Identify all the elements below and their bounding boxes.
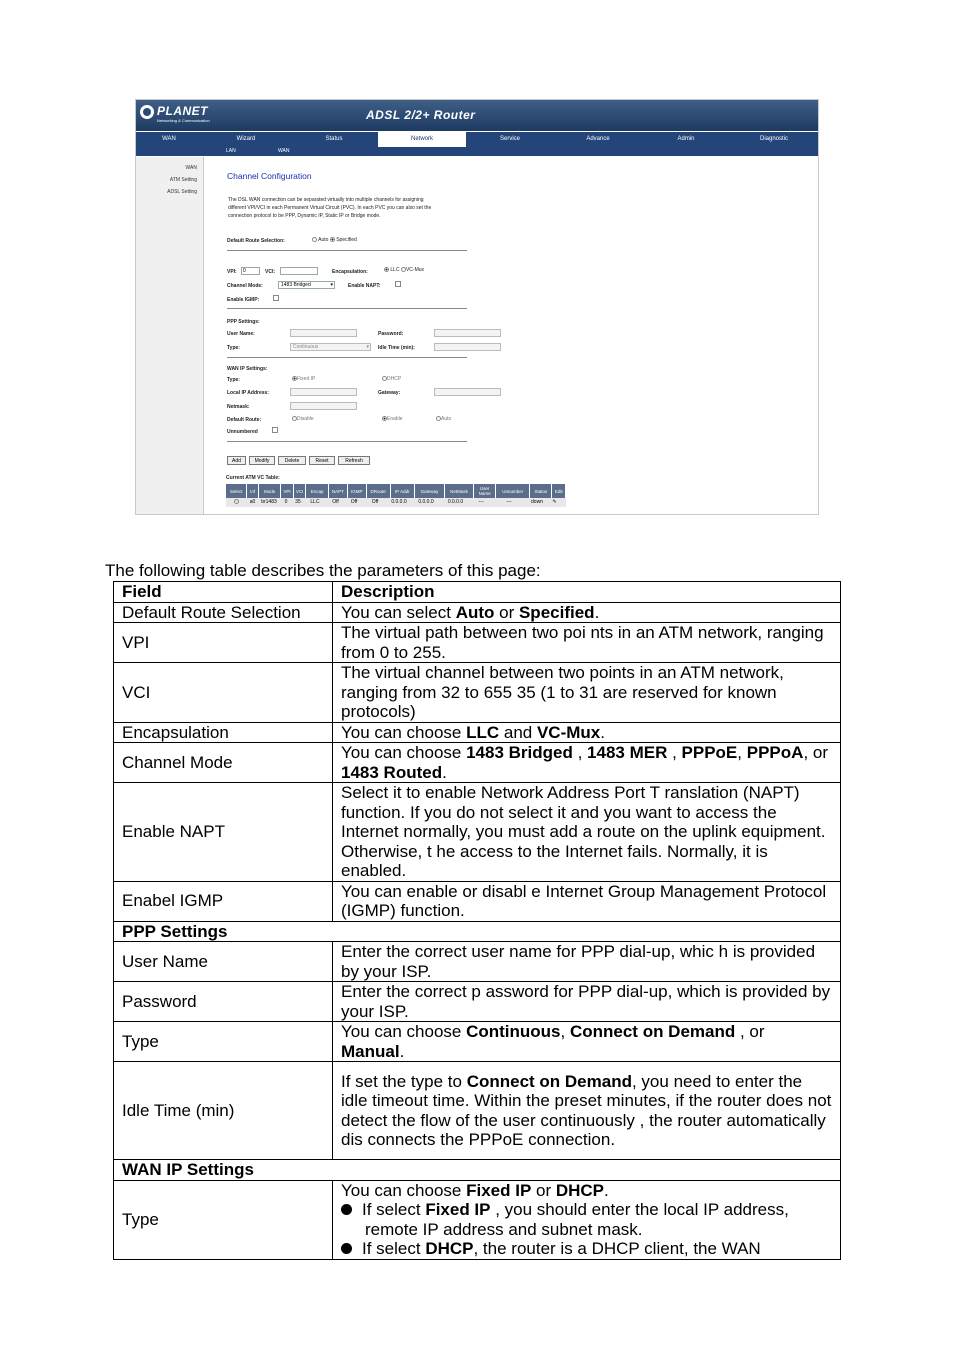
- vc-cell: LLC: [310, 499, 320, 505]
- section-row: [114, 1160, 841, 1181]
- description-cell: You can choose LLC and VC-Mux.: [333, 722, 841, 743]
- vc-header-cell: Edit: [552, 484, 566, 498]
- reset-button[interactable]: Reset: [309, 456, 335, 465]
- vc-cell: br1483: [261, 499, 277, 505]
- radio-specified[interactable]: [330, 237, 335, 242]
- table-row: [114, 942, 841, 982]
- header-description: Description: [333, 582, 841, 603]
- divider: [227, 357, 467, 358]
- vc-cell: ---: [506, 499, 512, 505]
- route-disable-option: [292, 416, 314, 422]
- table-header-row: [114, 582, 841, 603]
- divider: [227, 250, 467, 251]
- logo-tagline: Networking & Communication: [157, 118, 210, 123]
- chevron-down-icon: ▾: [330, 282, 333, 288]
- description-cell: You can choose 1483 Bridged , 1483 MER , PPPoE, PPPoA, or 1483 Routed.: [333, 743, 841, 783]
- vc-header-cell: Mode: [259, 484, 281, 498]
- field-cell: Type: [114, 1022, 333, 1062]
- description-cell: You can enable or disabl e Internet Group Management Protocol (IGMP) function.: [333, 881, 841, 921]
- vc-cell: 0: [284, 499, 288, 505]
- field-cell: Idle Time (min): [114, 1062, 333, 1160]
- enable-napt-label: Enable NAPT:: [348, 283, 381, 289]
- encapsulation-label: Encapsulation:: [332, 269, 368, 275]
- bullet-item: If select DHCP, the router is a DHCP client, the WAN: [341, 1239, 832, 1259]
- user-name-label: User Name:: [227, 331, 255, 337]
- router-banner: [136, 100, 818, 131]
- table-row: [114, 722, 841, 743]
- nav-diagnostic[interactable]: Diagnostic: [759, 136, 788, 142]
- ppp-settings-label: PPP Settings:: [227, 319, 260, 325]
- wan-dhcp-option: [382, 376, 401, 382]
- vc-table: [226, 484, 566, 507]
- field-cell: Channel Mode: [114, 743, 333, 783]
- router-screenshot: [135, 99, 819, 515]
- user-name-input[interactable]: [290, 329, 357, 337]
- sidebar-item-atm-setting[interactable]: ATM Setting: [169, 177, 197, 183]
- field-cell: Encapsulation: [114, 722, 333, 743]
- section-wan-ip-settings: WAN IP Settings: [114, 1160, 841, 1181]
- product-name: ADSL 2/2+ Router: [366, 108, 476, 122]
- parameters-table: [113, 581, 841, 1260]
- divider: [227, 441, 467, 442]
- vc-header-cell: NetMask: [445, 484, 474, 498]
- channel-mode-select[interactable]: [278, 281, 335, 289]
- table-row: [114, 1022, 841, 1062]
- nav-advance[interactable]: Advance: [586, 136, 610, 142]
- vc-header-cell: Status: [530, 484, 552, 498]
- vc-header-cell: NAPT: [329, 484, 348, 498]
- section-ppp-settings: PPP Settings: [114, 921, 841, 942]
- netmask-input[interactable]: [290, 402, 357, 410]
- intro-text: The following table describes the parameters of this page:: [105, 561, 541, 580]
- description-line: different VPI/VCI in each Permanent Virtual Circuit (PVC). In each PVC you can also set the: [228, 205, 432, 211]
- description-line: connection protocol to be PPP, Dynamic IP, Static IP or Bridge mode.: [228, 213, 381, 219]
- gateway-label: Gateway:: [378, 390, 401, 396]
- wan-ip-settings-label: WAN IP Settings:: [227, 366, 268, 372]
- add-button[interactable]: Add: [227, 456, 246, 465]
- field-cell: Default Route Selection: [114, 602, 333, 623]
- nav-network[interactable]: Network: [378, 132, 466, 147]
- radio-auto[interactable]: [312, 237, 317, 242]
- radio-vcmux-label: VC-Mux: [405, 267, 425, 273]
- radio-auto-label: Auto: [318, 237, 329, 243]
- vc-cell: [226, 498, 247, 507]
- vpi-input[interactable]: 0: [241, 267, 260, 275]
- field-cell: VPI: [114, 623, 333, 663]
- modify-button[interactable]: Modify: [249, 456, 275, 465]
- password-input[interactable]: [434, 329, 501, 337]
- description-cell: Enter the correct p assword for PPP dial-up, which is provided by your ISP.: [333, 982, 841, 1022]
- wan-fixed-ip-option: [292, 376, 315, 382]
- vci-label: VCI:: [265, 269, 275, 275]
- vc-cell: Off: [371, 499, 379, 505]
- vpi-label: VPI:: [227, 269, 237, 275]
- description-line: The DSL WAN connection can be separated virtually into multiple channels for assigning: [228, 197, 424, 203]
- nav-wizard[interactable]: Wizard: [236, 136, 256, 142]
- enable-igmp-label: Enable IGMP:: [227, 297, 260, 303]
- route-enable-option: [382, 416, 403, 422]
- vc-table-header: [226, 484, 566, 498]
- delete-button[interactable]: Delete: [278, 456, 306, 465]
- channel-mode-value: 1483 Bridged: [281, 282, 311, 288]
- bullet-icon: [341, 1243, 352, 1254]
- vc-cell: 0.0.0.0: [418, 499, 434, 505]
- radio-route-auto-label: Auto: [441, 416, 452, 422]
- subnav-lan[interactable]: LAN: [226, 148, 236, 154]
- table-row: [114, 743, 841, 783]
- vc-header-cell: Gateway: [415, 484, 445, 498]
- nav-service[interactable]: Service: [499, 136, 520, 142]
- description-cell: Enter the correct user name for PPP dial-up, whic h is provided by your ISP.: [333, 942, 841, 982]
- encapsulation-options: [384, 267, 424, 273]
- idle-time-input[interactable]: [434, 343, 501, 351]
- bullet-item: If select Fixed IP , you should enter the local IP address, remote IP address and subnet mask.: [341, 1200, 832, 1239]
- default-route2-label: Default Route:: [227, 417, 262, 423]
- channel-mode-label: Channel Mode:: [227, 283, 263, 289]
- idle-time-label: Idle Time (min):: [378, 345, 415, 351]
- default-route-label: Default Route Selection:: [227, 238, 285, 244]
- vc-cell: a0: [249, 499, 256, 505]
- table-row: [114, 1180, 841, 1259]
- table-row: [114, 623, 841, 663]
- page-title: Channel Configuration: [227, 171, 312, 181]
- ppp-type-label: Type:: [227, 345, 240, 351]
- field-cell: Type: [114, 1180, 333, 1259]
- vc-header-cell: IP Addr: [391, 484, 415, 498]
- enable-napt-checkbox[interactable]: [395, 281, 401, 287]
- vci-input[interactable]: [280, 267, 318, 275]
- radio-llc-label: LLC: [390, 267, 400, 273]
- field-cell: User Name: [114, 942, 333, 982]
- radio-specified-label: Specified: [336, 237, 357, 243]
- vc-header-cell: IGMP: [348, 484, 366, 498]
- sidebar: [136, 157, 204, 515]
- edit-icon[interactable]: ✎: [552, 499, 557, 505]
- vc-cell: down: [531, 499, 543, 505]
- local-ip-input[interactable]: [290, 388, 357, 396]
- nav-wan[interactable]: WAN: [162, 136, 176, 142]
- description-cell: You can choose Continuous, Connect on Demand , or Manual.: [333, 1022, 841, 1062]
- nav-admin[interactable]: Admin: [677, 136, 695, 142]
- table-row: [226, 498, 566, 507]
- vc-cell: 35: [295, 499, 301, 505]
- table-row: [114, 881, 841, 921]
- planet-logo: [140, 103, 208, 127]
- table-row: [114, 602, 841, 623]
- vc-cell: 0.0.0.0: [447, 499, 464, 505]
- table-row: [114, 982, 841, 1022]
- password-label: Password:: [378, 331, 404, 337]
- sub-nav: [136, 147, 818, 156]
- vc-header-cell: Select: [226, 484, 247, 498]
- chevron-down-icon: ▾: [366, 344, 369, 350]
- vc-header-cell: User Name: [474, 484, 496, 498]
- vc-header-cell: DRoute: [367, 484, 391, 498]
- vc-header-cell: Inf: [247, 484, 259, 498]
- vc-cell: [548, 498, 561, 507]
- subnav-wan[interactable]: WAN: [278, 148, 290, 154]
- sidebar-item-adsl-setting[interactable]: ADSL Setting: [167, 189, 197, 195]
- description-cell: If set the type to Connect on Demand, you need to enter the idle timeout time. Within the preset minutes, if the router does not detect the flow of the user continuously , the router automatically dis connects the PPPoE connection.: [333, 1062, 841, 1160]
- vc-select-radio[interactable]: [234, 499, 239, 504]
- logo-name: PLANET: [157, 104, 208, 118]
- netmask-label: Netmask:: [227, 404, 250, 410]
- description-cell: The virtual path between two poi nts in an ATM network, ranging from 0 to 255.: [333, 623, 841, 663]
- radio-disable-label: Disable: [297, 416, 314, 422]
- sidebar-item-wan[interactable]: WAN: [185, 165, 197, 171]
- nav-status[interactable]: Status: [325, 136, 343, 142]
- vc-cell: ---: [478, 499, 484, 505]
- field-cell: Enable NAPT: [114, 783, 333, 882]
- radio-enable-label: Enable: [387, 416, 403, 422]
- wan-type-label: Type:: [227, 377, 240, 383]
- enable-igmp-checkbox[interactable]: [273, 295, 279, 301]
- radio-fixed-ip-label: Fixed IP: [297, 376, 316, 382]
- field-cell: VCI: [114, 663, 333, 723]
- ppp-type-value: Continuous: [293, 344, 319, 350]
- radio-dhcp-label: DHCP: [387, 376, 402, 382]
- route-auto-option: [436, 416, 451, 422]
- ppp-type-select[interactable]: [290, 343, 371, 351]
- vc-header-cell: VPI: [281, 484, 294, 498]
- channel-config-panel: [226, 157, 816, 515]
- vc-header-cell: VCI: [294, 484, 307, 498]
- description-cell: You can select Auto or Specified.: [333, 602, 841, 623]
- header-field: Field: [114, 582, 333, 603]
- vc-cell: Off: [350, 499, 358, 505]
- refresh-button[interactable]: Refresh: [338, 456, 370, 465]
- vc-table-label: Current ATM VC Table:: [226, 475, 280, 481]
- default-route-options: [312, 237, 357, 243]
- planet-logo-mark-icon: [140, 105, 154, 119]
- main-nav: [136, 132, 818, 147]
- radio-llc[interactable]: [384, 267, 389, 272]
- vc-header-cell: Unnumber: [496, 484, 530, 498]
- description-cell: You can choose Fixed IP or DHCP. If select Fixed IP , you should enter the local IP address, remote IP address and subnet mask. If select DHCP, the router is a DHCP client, the WAN: [333, 1180, 841, 1259]
- table-row: [114, 1062, 841, 1160]
- description-cell: Select it to enable Network Address Port T ranslation (NAPT) function. If you do not select it and you want to access the Internet normally, you must add a route on the uplink equipment. Otherwise, t he access to the Internet fails. Normally, it is enabled.: [333, 783, 841, 882]
- field-cell: Enabel IGMP: [114, 881, 333, 921]
- description-cell: The virtual channel between two points in an ATM network, ranging from 32 to 655 35 (1 to 31 are reserved for known protocols): [333, 663, 841, 723]
- unnumbered-checkbox[interactable]: [272, 427, 278, 433]
- gateway-input[interactable]: [434, 388, 501, 396]
- vc-cell: 0.0.0.0: [391, 499, 407, 505]
- bullet-icon: [341, 1204, 352, 1215]
- table-row: [114, 663, 841, 723]
- unnumbered-label: Unnumbered: [227, 429, 258, 435]
- vc-header-cell: Encap: [306, 484, 328, 498]
- vc-cell: Off: [332, 499, 339, 505]
- field-cell: Password: [114, 982, 333, 1022]
- local-ip-label: Local IP Address:: [227, 390, 269, 396]
- divider: [227, 308, 467, 309]
- section-row: [114, 921, 841, 942]
- table-row: [114, 783, 841, 882]
